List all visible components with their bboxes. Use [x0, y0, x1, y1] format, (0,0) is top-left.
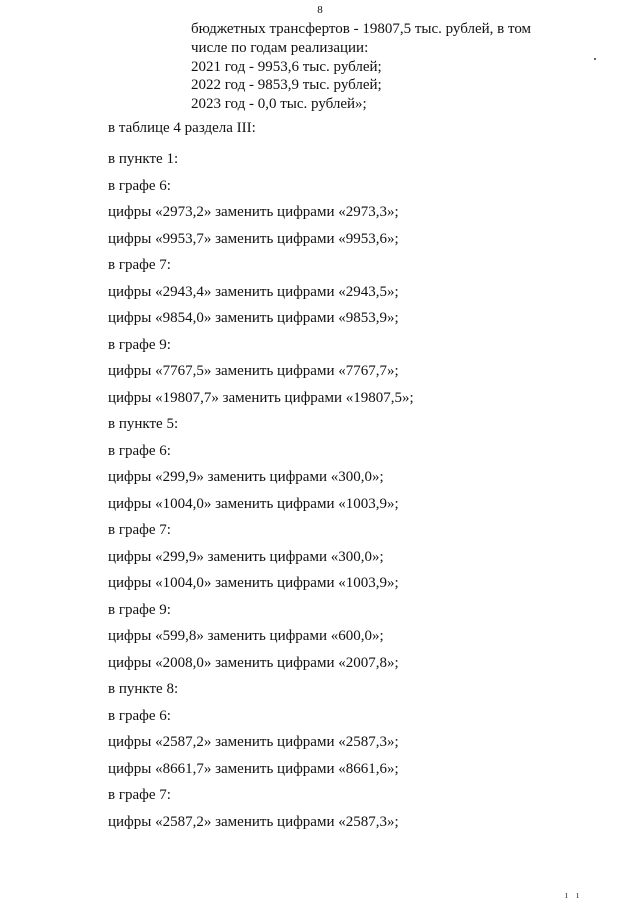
amendment-item: цифры «9953,7» заменить цифрами «9953,6»;: [108, 230, 399, 247]
amendment-item: цифры «8661,7» заменить цифрами «8661,6»;: [108, 760, 399, 777]
amendment-item: в графе 6:: [108, 707, 171, 724]
amendment-item: цифры «2587,2» заменить цифрами «2587,3»;: [108, 734, 399, 750]
amendment-item: цифры «9854,0» заменить цифрами «9853,9»;: [108, 310, 399, 326]
amendment-item: в пункте 8:: [108, 681, 179, 697]
amendment-item: в графе 7:: [108, 787, 171, 803]
intro-line: 2022 год - 9853,9 тыс. рублей;: [191, 77, 382, 94]
amendment-item: цифры «2973,2» заменить цифрами «2973,3»;: [108, 204, 399, 220]
amendment-item: цифры «7767,5» заменить цифрами «7767,7»;: [108, 363, 399, 379]
amendment-item: цифры «299,9» заменить цифрами «300,0»;: [108, 548, 384, 565]
amendment-item: в пункте 5:: [108, 416, 179, 432]
amendment-item: цифры «1004,0» заменить цифрами «1003,9»;: [108, 495, 399, 512]
amendment-item: цифры «2008,0» заменить цифрами «2007,8»;: [108, 654, 399, 671]
intro-line: 2023 год - 0,0 тыс. рублей»;: [191, 96, 367, 113]
amendment-item: цифры «2943,4» заменить цифрами «2943,5»;: [108, 283, 399, 300]
amendment-item: в графе 7:: [108, 522, 171, 538]
intro-line: числе по годам реализации:: [191, 39, 369, 56]
scan-corner-mark: ı ı: [564, 890, 582, 901]
amendment-item: в графе 9:: [108, 601, 171, 618]
amendment-item: цифры «599,8» заменить цифрами «600,0»;: [108, 628, 384, 644]
scan-speck: [594, 58, 596, 60]
amendment-item: цифры «19807,7» заменить цифрами «19807,5»;: [108, 389, 414, 406]
amendment-item: в графе 9:: [108, 336, 171, 353]
amendment-item: в графе 6:: [108, 177, 171, 194]
amendment-item: цифры «1004,0» заменить цифрами «1003,9»;: [108, 575, 399, 591]
amendment-item: в графе 6:: [108, 442, 171, 459]
amendment-list: [108, 120, 608, 835]
amendment-heading: в таблице 4 раздела III:: [108, 120, 256, 136]
amendment-item: цифры «2587,2» заменить цифрами «2587,3»;: [108, 813, 399, 830]
intro-line: бюджетных трансфертов - 19807,5 тыс. рублей, в том: [191, 21, 532, 37]
amendment-item: в графе 7:: [108, 257, 171, 273]
amendment-item: цифры «299,9» заменить цифрами «300,0»;: [108, 469, 384, 485]
page-number: 8: [317, 4, 323, 16]
amendment-item: в пункте 1:: [108, 151, 179, 167]
intro-paragraph: [191, 20, 591, 114]
intro-line: 2021 год - 9953,6 тыс. рублей;: [191, 58, 382, 75]
